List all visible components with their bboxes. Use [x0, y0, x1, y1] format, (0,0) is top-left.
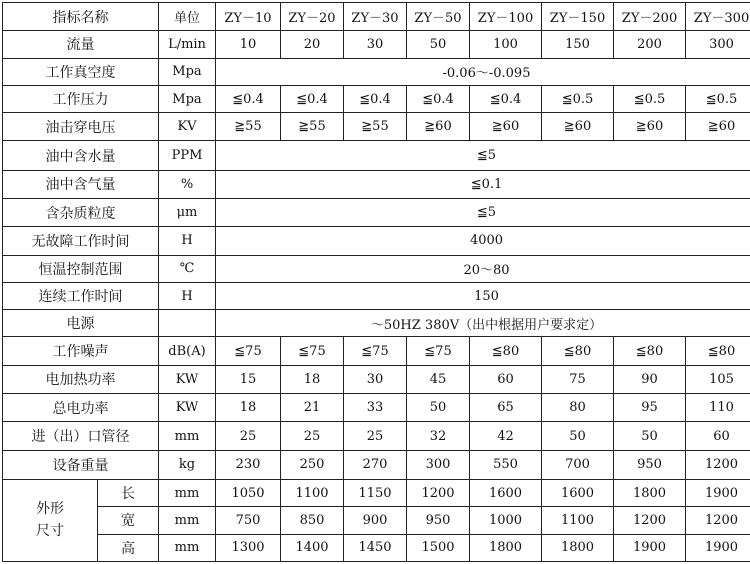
value-cell: ≧60	[470, 113, 542, 141]
value-cell: 900	[344, 507, 407, 534]
dimension-unit: mm	[159, 507, 216, 534]
row-label: 含杂质粒度	[3, 199, 159, 227]
value-cell: 21	[281, 394, 344, 422]
value-cell: 150	[542, 31, 614, 58]
value-cell: 270	[344, 450, 407, 479]
row-label: 电源	[3, 310, 159, 337]
value-cell: 200	[614, 31, 686, 58]
row-label: 无故障工作时间	[3, 227, 159, 255]
spec-row	[3, 199, 750, 227]
value-cell: 1050	[216, 479, 281, 506]
value-cell: 15	[216, 365, 281, 393]
value-cell: 32	[407, 422, 470, 450]
value-cell: 18	[281, 365, 344, 393]
spec-row	[3, 170, 750, 198]
value-cell: ≧60	[407, 113, 470, 141]
value-cell: 230	[216, 450, 281, 479]
dimension-group-label	[3, 479, 98, 561]
value-cell: ≦0.4	[281, 85, 344, 112]
dimension-row	[3, 534, 750, 561]
value-cell: ≧60	[542, 113, 614, 141]
value-cell: 75	[542, 365, 614, 393]
spec-row	[3, 365, 750, 393]
spec-row	[3, 85, 750, 112]
merged-value-cell: 20～80	[216, 255, 750, 282]
dimension-row	[3, 507, 750, 534]
value-cell: 1900	[686, 534, 750, 561]
row-unit: kg	[159, 450, 216, 479]
value-cell: 950	[407, 507, 470, 534]
header-model-cell: ZY－20	[281, 3, 344, 31]
value-cell: 1100	[281, 479, 344, 506]
dimension-unit: mm	[159, 479, 216, 506]
value-cell: ≦80	[686, 337, 750, 365]
row-label: 流量	[3, 31, 159, 58]
value-cell: 1300	[216, 534, 281, 561]
dimension-label: 高	[98, 534, 159, 561]
header-model-cell: ZY－300	[686, 3, 750, 31]
merged-value-cell: ≦5	[216, 141, 750, 170]
row-unit: KW	[159, 394, 216, 422]
value-cell: 42	[470, 422, 542, 450]
dimension-label: 长	[98, 479, 159, 506]
row-unit: KW	[159, 365, 216, 393]
value-cell: 65	[470, 394, 542, 422]
row-unit: %	[159, 170, 216, 198]
value-cell: ≦80	[614, 337, 686, 365]
value-cell: ≧60	[614, 113, 686, 141]
value-cell: 300	[407, 450, 470, 479]
row-unit: H	[159, 282, 216, 309]
value-cell: 25	[281, 422, 344, 450]
header-unit-cell: 单位	[159, 3, 216, 31]
merged-value-cell: ≦0.1	[216, 170, 750, 198]
value-cell: ≦0.4	[216, 85, 281, 112]
row-label: 工作噪声	[3, 337, 159, 365]
dimension-label: 宽	[98, 507, 159, 534]
value-cell: 30	[344, 365, 407, 393]
header-model-cell: ZY－30	[344, 3, 407, 31]
value-cell: 18	[216, 394, 281, 422]
row-unit	[159, 310, 216, 337]
value-cell: 1200	[407, 479, 470, 506]
value-cell: 95	[614, 394, 686, 422]
spec-table	[2, 2, 750, 562]
value-cell: ≦0.5	[542, 85, 614, 112]
header-model-cell: ZY－150	[542, 3, 614, 31]
value-cell: ≦80	[542, 337, 614, 365]
value-cell: 110	[686, 394, 750, 422]
spec-row	[3, 282, 750, 309]
value-cell: ≦0.4	[407, 85, 470, 112]
row-unit: dB(A)	[159, 337, 216, 365]
value-cell: 250	[281, 450, 344, 479]
value-cell: ≦75	[216, 337, 281, 365]
value-cell: 105	[686, 365, 750, 393]
merged-value-cell: ～50HZ 380V（出中根据用户要求定）	[216, 310, 750, 337]
spec-row	[3, 394, 750, 422]
value-cell: ≧55	[281, 113, 344, 141]
header-model-cell: ZY－200	[614, 3, 686, 31]
value-cell: 50	[614, 422, 686, 450]
spec-row	[3, 422, 750, 450]
merged-value-cell: 150	[216, 282, 750, 309]
value-cell: ≦75	[344, 337, 407, 365]
value-cell: ≦75	[407, 337, 470, 365]
value-cell: 1800	[542, 534, 614, 561]
value-cell: 1800	[614, 479, 686, 506]
row-label: 连续工作时间	[3, 282, 159, 309]
value-cell: 1200	[614, 507, 686, 534]
value-cell: 1900	[614, 534, 686, 561]
row-unit: Mpa	[159, 58, 216, 85]
value-cell: 1600	[470, 479, 542, 506]
merged-value-cell: -0.06～-0.095	[216, 58, 750, 85]
spec-row	[3, 58, 750, 85]
value-cell: 30	[344, 31, 407, 58]
header-row	[3, 3, 750, 31]
row-unit: H	[159, 227, 216, 255]
value-cell: ≦80	[470, 337, 542, 365]
row-unit: μm	[159, 199, 216, 227]
row-label: 工作真空度	[3, 58, 159, 85]
value-cell: ≦0.4	[470, 85, 542, 112]
value-cell: 100	[470, 31, 542, 58]
value-cell: 1800	[470, 534, 542, 561]
value-cell: 1200	[686, 450, 750, 479]
spec-table-body	[3, 3, 750, 562]
value-cell: 550	[470, 450, 542, 479]
value-cell: ≧55	[344, 113, 407, 141]
value-cell: ≦0.5	[686, 85, 750, 112]
value-cell: 850	[281, 507, 344, 534]
row-label: 设备重量	[3, 450, 159, 479]
row-label: 工作压力	[3, 85, 159, 112]
dimension-row	[3, 479, 750, 506]
value-cell: 1000	[470, 507, 542, 534]
spec-row	[3, 113, 750, 141]
row-label: 电加热功率	[3, 365, 159, 393]
spec-row	[3, 31, 750, 58]
header-model-cell: ZY－50	[407, 3, 470, 31]
value-cell: 33	[344, 394, 407, 422]
value-cell: 750	[216, 507, 281, 534]
spec-row	[3, 141, 750, 170]
value-cell: 1500	[407, 534, 470, 561]
value-cell: 50	[407, 394, 470, 422]
value-cell: 300	[686, 31, 750, 58]
spec-row	[3, 337, 750, 365]
row-label: 油中含气量	[3, 170, 159, 198]
value-cell: 1600	[542, 479, 614, 506]
value-cell: 20	[281, 31, 344, 58]
value-cell: 1200	[686, 507, 750, 534]
header-model-cell: ZY－10	[216, 3, 281, 31]
row-unit: PPM	[159, 141, 216, 170]
value-cell: ≧60	[686, 113, 750, 141]
value-cell: 25	[216, 422, 281, 450]
value-cell: 50	[542, 422, 614, 450]
spec-row	[3, 310, 750, 337]
value-cell: ≦0.5	[614, 85, 686, 112]
spec-row	[3, 255, 750, 282]
value-cell: 950	[614, 450, 686, 479]
value-cell: ≦0.4	[344, 85, 407, 112]
value-cell: 1100	[542, 507, 614, 534]
row-unit: mm	[159, 422, 216, 450]
header-name-cell: 指标名称	[3, 3, 159, 31]
value-cell: 80	[542, 394, 614, 422]
row-unit: ℃	[159, 255, 216, 282]
value-cell: 45	[407, 365, 470, 393]
value-cell: ≦75	[281, 337, 344, 365]
value-cell: 1450	[344, 534, 407, 561]
row-unit: KV	[159, 113, 216, 141]
dimension-group-label-line: 尺寸	[36, 523, 64, 540]
value-cell: ≧55	[216, 113, 281, 141]
merged-value-cell: 4000	[216, 227, 750, 255]
value-cell: 25	[344, 422, 407, 450]
row-label: 油击穿电压	[3, 113, 159, 141]
value-cell: 60	[470, 365, 542, 393]
header-model-cell: ZY－100	[470, 3, 542, 31]
row-label: 恒温控制范围	[3, 255, 159, 282]
value-cell: 1400	[281, 534, 344, 561]
spec-row	[3, 450, 750, 479]
dimension-group-label-line: 外形	[36, 501, 64, 518]
value-cell: 1900	[686, 479, 750, 506]
merged-value-cell: ≦5	[216, 199, 750, 227]
row-label: 油中含水量	[3, 141, 159, 170]
row-unit: Mpa	[159, 85, 216, 112]
row-label: 进（出）口管径	[3, 422, 159, 450]
value-cell: 50	[407, 31, 470, 58]
value-cell: 700	[542, 450, 614, 479]
value-cell: 60	[686, 422, 750, 450]
value-cell: 1150	[344, 479, 407, 506]
spec-row	[3, 227, 750, 255]
row-label: 总电功率	[3, 394, 159, 422]
row-unit: L/min	[159, 31, 216, 58]
dimension-unit: mm	[159, 534, 216, 561]
value-cell: 10	[216, 31, 281, 58]
value-cell: 90	[614, 365, 686, 393]
